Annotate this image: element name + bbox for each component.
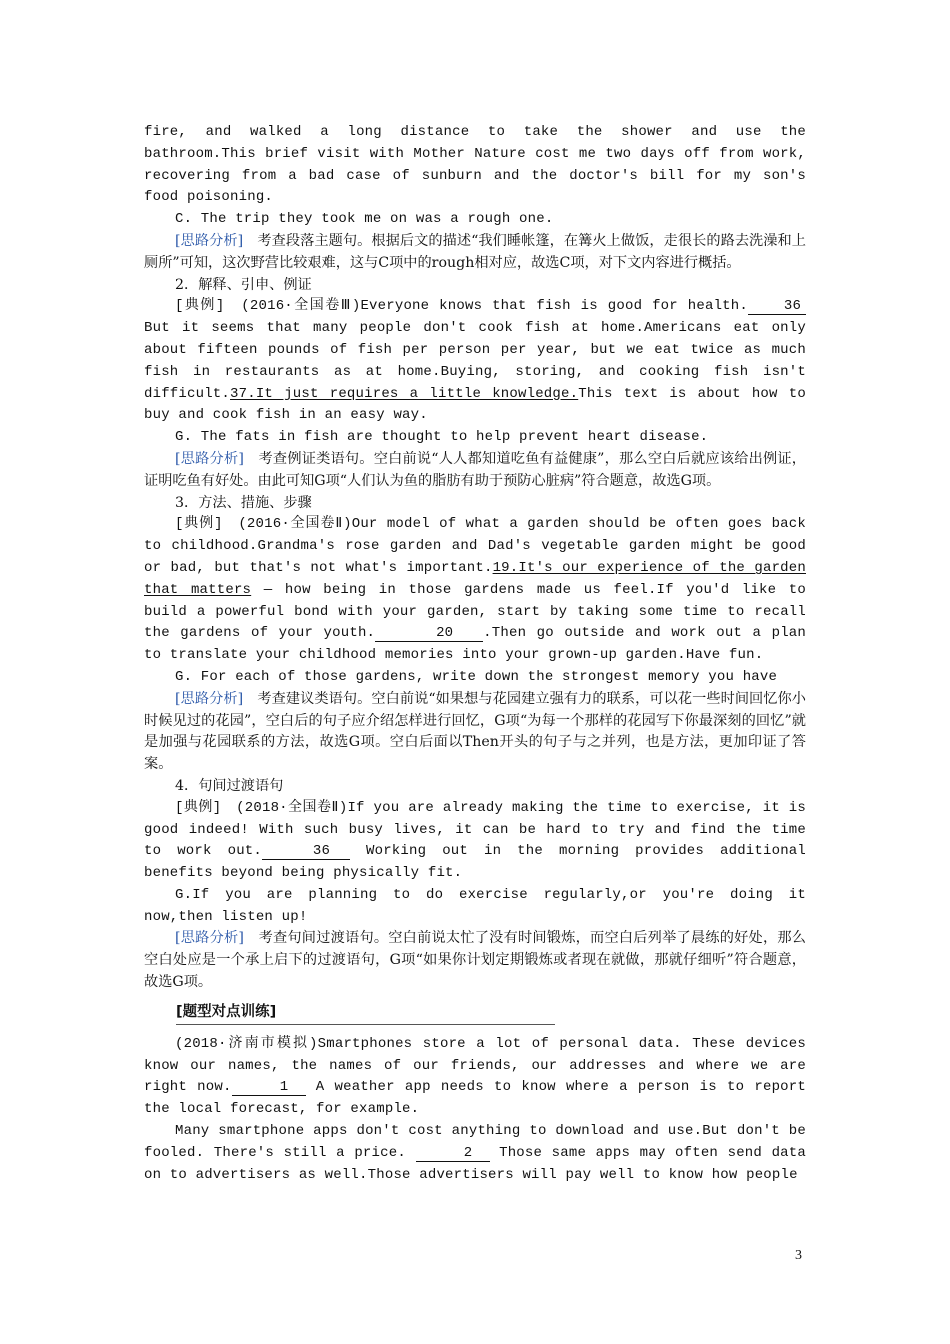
example-tag: [典例] xyxy=(175,799,222,816)
analysis-3-text: 考查建议类语句。空白前说“如果想与花园建立强有力的联系，可以花一些时间回忆你小时候见过的花园”，空白后的句子应介绍怎样进行回忆，G项“为每一个那样的花园写下你最深刻的回忆”就是加强与花园联系的方法，故选G项。空白后面以Then开头的句子与之并列，也是方法，更加印证了答案。 xyxy=(144,690,806,773)
blank-1: 1 xyxy=(232,1080,306,1096)
training-source: (2018·济南市模拟) xyxy=(175,1035,318,1052)
heading-4: 4．句间过渡语句 xyxy=(175,777,284,794)
example-4-source: (2018·全国卷Ⅱ) xyxy=(236,799,348,816)
example-tag: [典例] xyxy=(175,298,225,315)
section-heading xyxy=(176,1000,555,1025)
page-number: 3 xyxy=(795,1248,802,1263)
training-2-text-a: Many smartphone apps don't cost anything to download and use.But don't be fooled. There's still a price. xyxy=(144,1123,806,1161)
analysis-4-text: 考查句间过渡语句。空白前说太忙了没有时间锻炼，而空白后列举了晨练的好处，那么空白处应是一个承上启下的过渡语句，G项“如果你计划定期锻炼或者现在就做，那就仔细听”符合题意，故选G项。 xyxy=(144,930,806,991)
option-g-3: G. For each of those gardens, write down the strongest memory you have xyxy=(175,668,778,685)
heading-3: 3．方法、措施、步骤 xyxy=(175,494,312,511)
analysis-tag: [思路分析] xyxy=(175,930,244,947)
training-2-text-b: Those same apps may often send data on to advertisers as well.Those advertisers will pay well to know how people xyxy=(144,1144,806,1183)
example-2-text-c: This text is about how to buy and cook fish in an easy way. xyxy=(144,385,806,424)
analysis-tag: [思路分析] xyxy=(175,232,244,249)
training-1-text-a: Smartphones store a lot of personal data. These devices know our names, the names of our friends, our addresses and where we are right now. xyxy=(144,1035,806,1096)
training-paragraph-1 xyxy=(144,1034,806,1121)
option-g-4: G.If you are planning to do exercise regularly,or you're doing it now,then listen up! xyxy=(144,886,806,925)
option-g-2: G. The fats in fish are thought to help prevent heart disease. xyxy=(175,429,709,446)
analysis-4 xyxy=(144,928,806,993)
blank-36: 36 xyxy=(748,299,806,315)
blank-2: 2 xyxy=(416,1146,490,1162)
example-2-text-a: Everyone knows that fish is good for health. xyxy=(360,298,748,315)
heading-2: 2．解释、引申、例证 xyxy=(175,276,312,293)
analysis-1 xyxy=(144,231,806,275)
example-3-text-b: — how being in those gardens made us feel.If you'd like to build a powerful bond with your garden, start by taking some time to recall the gardens of your youth. xyxy=(144,581,807,642)
training-paragraph-2 xyxy=(144,1121,806,1186)
example-2-source: (2016·全国卷Ⅲ) xyxy=(241,298,361,315)
training-1-text-b: A weather app needs to know where a person is to report the local forecast, for example. xyxy=(144,1079,806,1118)
example-3-source: (2016·全国卷Ⅱ) xyxy=(238,516,352,533)
example-2 xyxy=(144,296,806,427)
analysis-3 xyxy=(144,689,806,776)
option-c: C. The trip they took me on was a rough one. xyxy=(175,211,554,228)
analysis-tag: [思路分析] xyxy=(175,450,244,467)
analysis-2-text: 考查例证类语句。空白前说“人人都知道吃鱼有益健康”，那么空白后就应该给出例证，证明吃鱼有好处。由此可知G项“人们认为鱼的脂肪有助于预防心脏病”符合题意，故选G项。 xyxy=(144,450,806,489)
example-4-text-b: Working out in the morning provides additional benefits beyond being physically fit. xyxy=(144,843,806,882)
blank-36b: 36 xyxy=(262,844,350,860)
example-3-underlined: 19.It's our experience of the garden that matters xyxy=(144,559,806,598)
paragraph-fire: fire, and walked a long distance to take the shower and use the bathroom.This brief visit with Mother Nature cost me two days off from work, recovering from a bad case of sunburn and the doctor's bill for my son's food poisoning. xyxy=(144,124,806,206)
example-3 xyxy=(144,514,806,667)
blank-20: 20 xyxy=(375,626,483,642)
example-4-text-a: If you are already making the time to exercise, it is good indeed! With such busy lives, it can be hard to try and find the time to work out. xyxy=(144,799,807,860)
example-2-text-b: But it seems that many people don't cook fish at home.Americans eat only about fifteen pounds of fish per person per year, but we eat twice as much fish in restaurants as at home.Buying, storing, and cooking fish isn't difficult. xyxy=(144,320,806,402)
document-body xyxy=(144,122,806,1186)
analysis-2 xyxy=(144,449,806,493)
example-2-underlined: 37.It just requires a little knowledge. xyxy=(230,385,579,402)
section-title: [题型对点训练] xyxy=(176,1003,277,1020)
example-3-text-c: .Then go outside and work out a plan to translate your childhood memories into your grown-up garden.Have fun. xyxy=(144,625,806,664)
analysis-1-text: 考查段落主题句。根据后文的描述“我们睡帐篷，在篝火上做饭，走很长的路去洗澡和上厕所”可知，这次野营比较艰难，这与C项中的rough相对应，故选C项，对下文内容进行概括。 xyxy=(144,232,806,271)
analysis-tag: [思路分析] xyxy=(175,690,244,707)
example-4 xyxy=(144,798,806,885)
example-3-text-a: Our model of what a garden should be often goes back to childhood.Grandma's rose garden and Dad's vegetable garden might be good or bad, but that's not what's important. xyxy=(144,516,806,576)
example-tag: [典例] xyxy=(175,516,223,533)
